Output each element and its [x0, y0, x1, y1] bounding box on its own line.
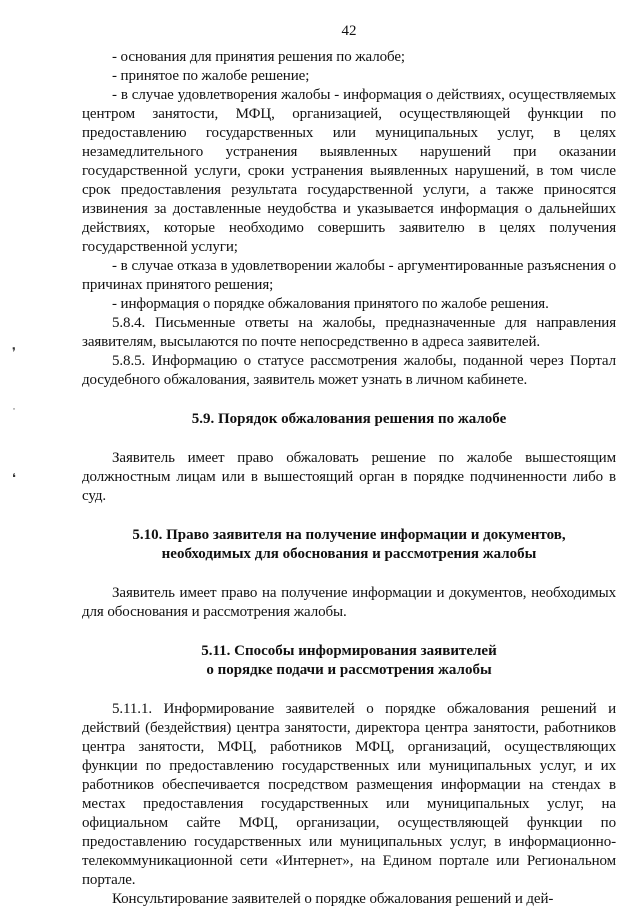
list-item: - в случае отказа в удовлетворении жалобы - аргументированные разъяснения о причинах принятого решения; — [82, 258, 616, 293]
section-heading-5-11 — [82, 642, 616, 680]
margin-mark: ˙ — [12, 405, 16, 419]
list-item: - в случае удовлетворения жалобы - информация о действиях, осуществляемых центром занятости, МФЦ, организацией, осуществляющей функции по предоставлению государственных или муниципальных услуг, в целях незамедлительного устранения выявленных нарушений при оказании государственной услуги, сроки устранения выявленных нарушений, в том числе срок предоставления результата государственной услуги, а также приносятся извинения за доставленные неудобства и указывается информация о дальнейших действиях, которые необходимо совершить заявителю в целях получения государственной услуги; — [82, 87, 616, 255]
section-heading-5-9 — [82, 410, 616, 429]
section-heading-5-10 — [82, 526, 616, 564]
list-item: - принятое по жалобе решение; — [112, 68, 310, 84]
page-number: 42 — [341, 23, 357, 39]
heading-line: 5.11. Способы информирования заявителей — [201, 643, 497, 659]
heading-line: 5.9. Порядок обжалования решения по жалобе — [191, 411, 507, 427]
heading-line: необходимых для обоснования и рассмотрения жалобы — [161, 546, 537, 562]
paragraph-consultation: Консультирование заявителей о порядке обжалования решений и дей- — [112, 891, 554, 907]
paragraph-5-11-1: 5.11.1. Информирование заявителей о порядке обжалования решений и действий (бездействия) центра занятости, директора центра занятости, работников центра занятости, МФЦ, работников МФЦ, организаций, осуществляющих функции по предоставлению государственных или муниципальных услуг, и их работников обеспечивается посредством размещения информации на стендах в местах предоставления государственных или муниципальных услуг, на официальном сайте МФЦ, организации, осуществляющей функции по предоставлению государственных или муниципальных услуг, в информационно-телекоммуникационной сети «Интернет», на Едином портале или Региональном портале. — [82, 701, 616, 888]
paragraph-5-10: Заявитель имеет право на получение информации и документов, необходимых для обоснования и рассмотрения жалобы. — [82, 585, 616, 620]
list-item: - основания для принятия решения по жалобе; — [112, 49, 405, 65]
margin-mark: ❛ — [12, 471, 16, 485]
list-item: - информация о порядке обжалования принятого по жалобе решения. — [112, 296, 549, 312]
margin-mark: ❜ — [12, 345, 16, 359]
document-page — [82, 22, 616, 909]
paragraph-5-8-4: 5.8.4. Письменные ответы на жалобы, предназначенные для направления заявителям, высылаются по почте непосредственно в адреса заявителей. — [82, 315, 616, 350]
paragraph-5-9: Заявитель имеет право обжаловать решение по жалобе вышестоящим должностным лицам или в вышестоящий орган в порядке подчиненности либо в суд. — [82, 450, 616, 504]
heading-line: о порядке подачи и рассмотрения жалобы — [206, 662, 492, 678]
heading-line: 5.10. Право заявителя на получение информации и документов, — [132, 527, 566, 543]
paragraph-5-8-5: 5.8.5. Информацию о статусе рассмотрения жалобы, поданной через Портал досудебного обжалования, заявитель может узнать в личном кабинете. — [82, 353, 616, 388]
